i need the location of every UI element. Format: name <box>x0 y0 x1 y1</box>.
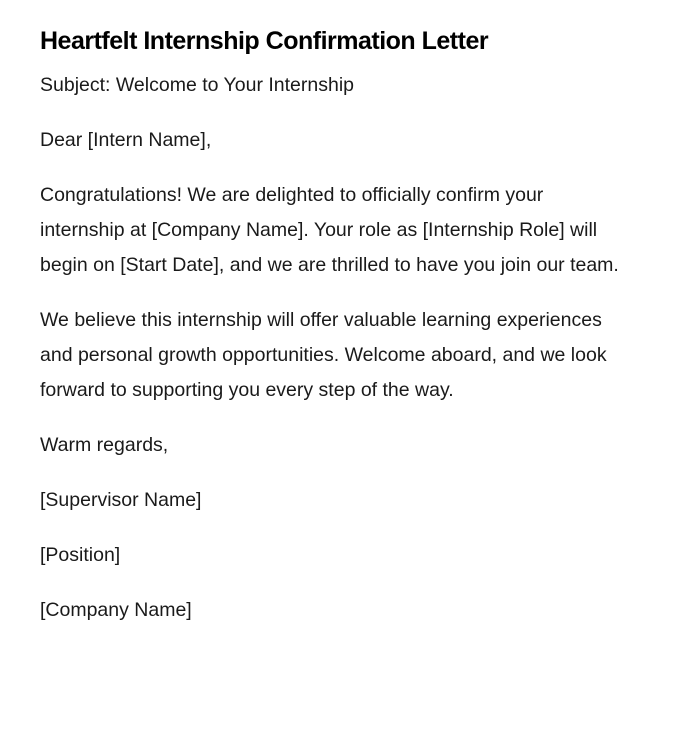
letter-title: Heartfelt Internship Confirmation Letter <box>40 27 489 55</box>
letter-body-paragraph: We believe this internship will offer valuable learning experiences and personal growth opportunities. Welcome aboard, and we look forward to supporting you every step of the way. <box>40 309 607 401</box>
letter-body-paragraph: Congratulations! We are delighted to officially confirm your internship at [Company Name]. Your role as [Internship Role] will begin on [Start Date], and we are thrilled to have you join our team. <box>40 184 619 276</box>
signature-name: [Supervisor Name] <box>40 489 202 511</box>
letter-document <box>40 22 630 648</box>
signature-company: [Company Name] <box>40 599 192 621</box>
letter-closing: Warm regards, <box>40 434 169 456</box>
letter-subject: Subject: Welcome to Your Internship <box>40 74 354 96</box>
signature-position: [Position] <box>40 544 121 566</box>
letter-salutation: Dear [Intern Name], <box>40 129 212 151</box>
